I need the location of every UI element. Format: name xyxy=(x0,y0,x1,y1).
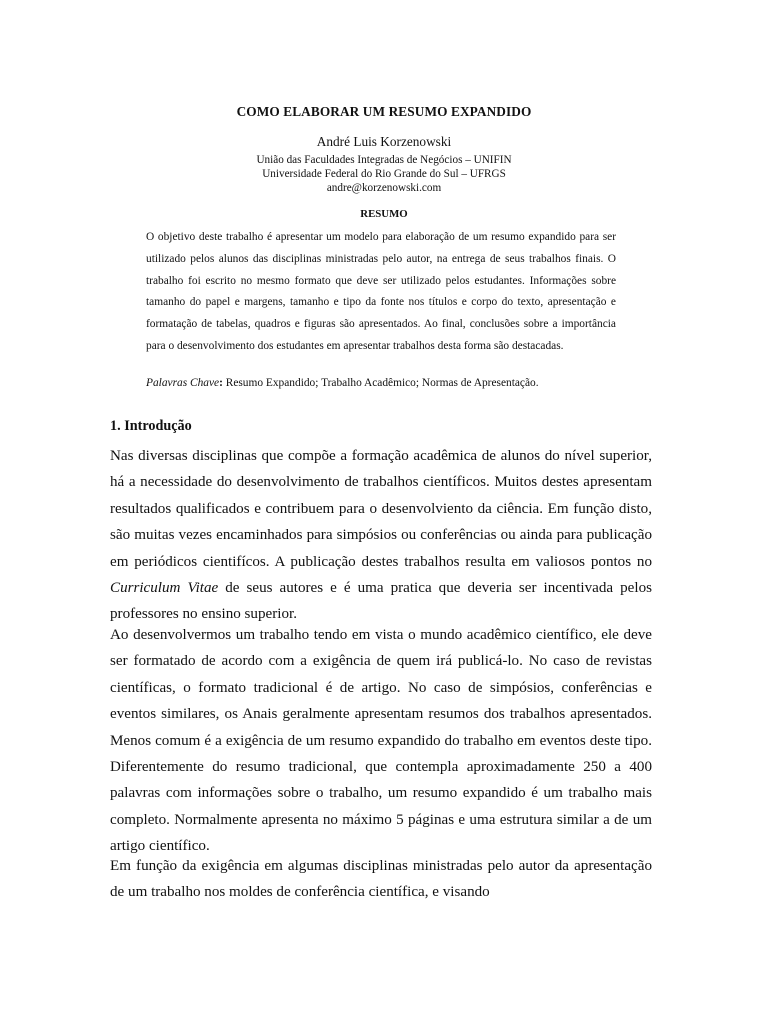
keywords-label: Palavras Chave xyxy=(146,377,220,389)
keywords-line xyxy=(146,373,616,395)
curriculum-vitae-emphasis: Curriculum Vitae xyxy=(110,580,219,597)
document-title: COMO ELABORAR UM RESUMO EXPANDIDO xyxy=(236,104,532,119)
intro-paragraph-1-after: de seus autores e é uma pratica que deveria ser incentivada pelos professores no ensino superior. xyxy=(110,580,652,623)
intro-paragraph-3: Em função da exigência em algumas disciplinas ministradas pelo autor da apresentação de um trabalho nos moldes de conferência científica, e visando xyxy=(110,858,652,901)
author-email: andre@korzenowski.com xyxy=(326,182,442,194)
abstract-text: O objetivo deste trabalho é apresentar um modelo para elaboração de um resumo expandido para ser utilizado pelos alunos das disciplinas ministradas pelo autor, na entrega de seus trabalhos finais. O trabalho foi escrito no mesmo formato que deve ser utilizado pelos estudantes. Informações sobre tamanho do papel e margens, tamanho e tipo da fonte nos títulos e corpo do texto, apresentação e formatação de tabelas, quadros e figuras são apresentados. Ao final, conclusões sobre a importância para o desenvolvimento dos estudantes em apresentar trabalhos desta forma são destacadas. xyxy=(146,231,616,352)
section-heading-introducao: 1. Introdução xyxy=(110,418,192,434)
author-name: André Luis Korzenowski xyxy=(316,134,452,149)
keywords-colon: : xyxy=(219,377,223,389)
abstract-heading: RESUMO xyxy=(360,208,408,220)
intro-paragraph-1-before: Nas diversas disciplinas que compõe a formação acadêmica de alunos do nível superior, há a necessidade do desenvolvimento de trabalhos científicos. Muitos destes apresentam resultados qualificados e contribuem para o desenvolviento da ciência. Em função disto, são muitas vezes encaminhados para simpósios ou conferências ou ainda para publicação em periódicos cientifícos. A publicação destes trabalhos resulta em valiosos pontos no xyxy=(110,448,652,570)
affiliation-ufrgs: Universidade Federal do Rio Grande do Sul – UFRGS xyxy=(262,168,506,180)
keywords-text: Resumo Expandido; Trabalho Acadêmico; Normas de Apresentação. xyxy=(222,377,539,389)
intro-paragraph-2: Ao desenvolvermos um trabalho tendo em vista o mundo acadêmico científico, ele deve ser formatado de acordo com a exigência de quem irá publicá-lo. No caso de revistas científicas, o formato tradicional é de artigo. No caso de simpósios, conferências e eventos similares, os Anais geralmente apresentam resumos dos trabalhos apresentados. Menos comum é a exigência de um resumo expandido do trabalho em eventos deste tipo. Diferentemente do resumo tradicional, que contempla aproximadamente 250 a 400 palavras com informações sobre o trabalho, um resumo expandido é um trabalho mais completo. Normalmente apresenta no máximo 5 páginas e uma estrutura similar a de um artigo científico. xyxy=(110,627,652,855)
intro-paragraph-1 xyxy=(110,443,652,628)
affiliation-unifin: União das Faculdades Integradas de Negócios – UNIFIN xyxy=(256,154,512,166)
